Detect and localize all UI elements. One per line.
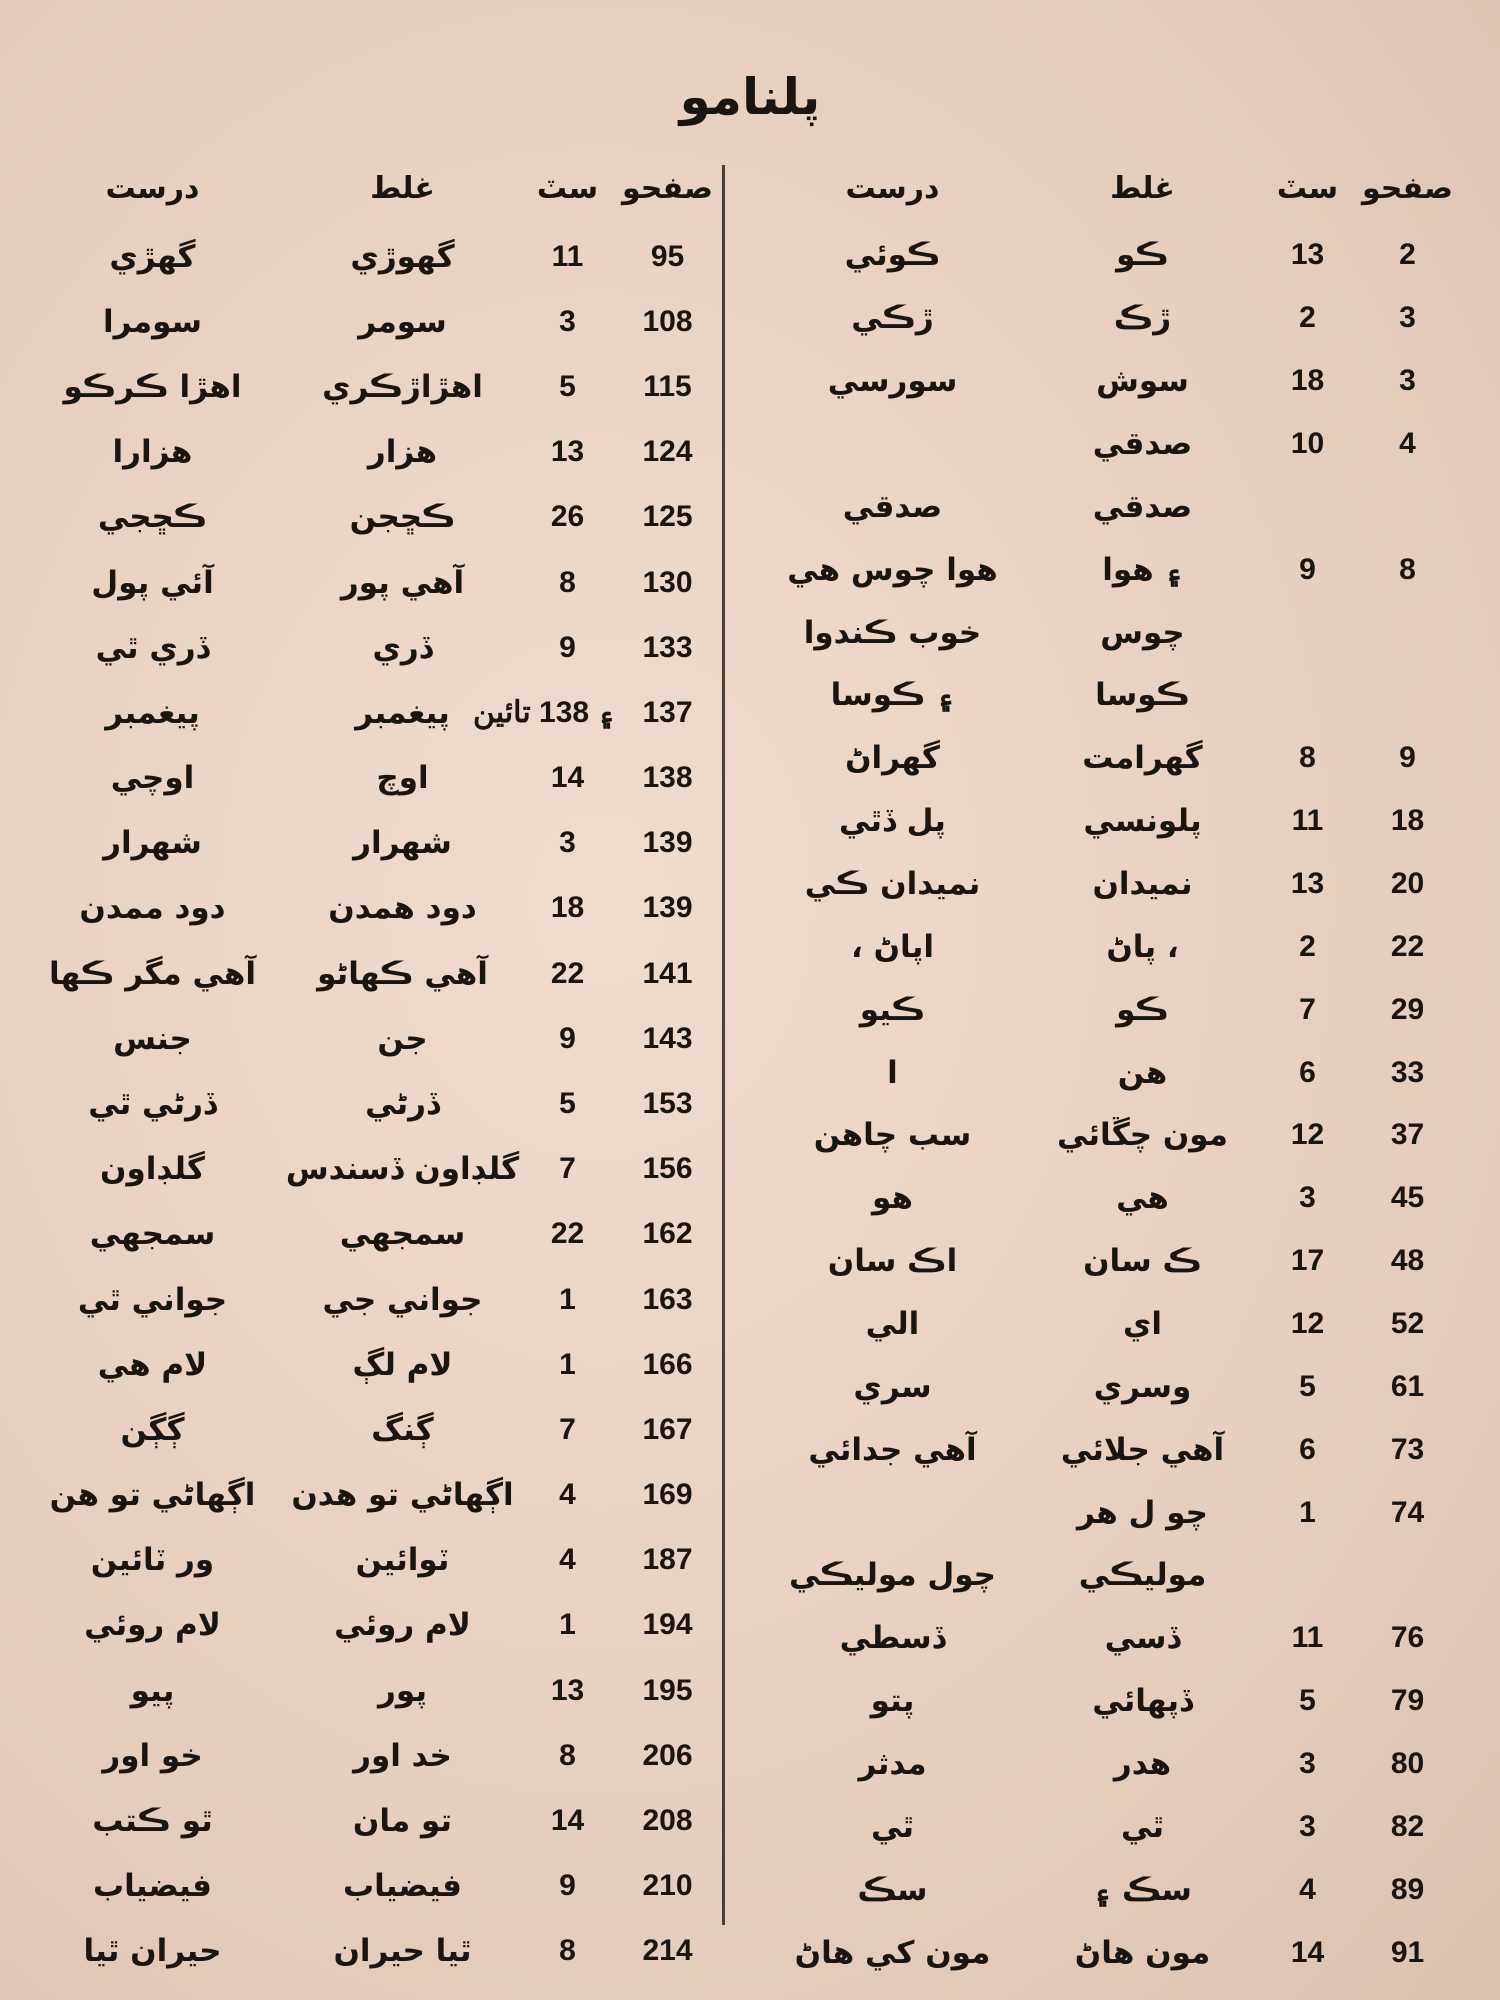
page-number: 79: [1390, 1684, 1425, 1718]
wrong-text: آهي جلائي: [1060, 1431, 1225, 1468]
wrong-text: ڪوسا: [1095, 677, 1190, 714]
wrong-text: ڪو: [1116, 991, 1169, 1028]
errata-row: [0, 1528, 720, 1593]
wrong-text: صدقي: [1092, 425, 1193, 462]
page-number: 138: [642, 761, 693, 795]
errata-row: [0, 1202, 720, 1267]
errata-row: [740, 1481, 1460, 1544]
line-number: 5: [1299, 1684, 1316, 1718]
wrong-text: هدر: [1113, 1745, 1172, 1782]
line-number: 9: [559, 1869, 576, 1903]
line-number: 4: [1299, 1872, 1316, 1906]
page-number: 89: [1390, 1872, 1425, 1906]
column-header: [0, 160, 720, 216]
line-number: 14: [1290, 1935, 1325, 1969]
correct-text: هو: [872, 1180, 913, 1217]
page-number: 9: [1399, 741, 1416, 775]
line-number: 18: [1290, 364, 1325, 398]
errata-row: [0, 224, 720, 289]
wrong-text: گهرامت: [1082, 740, 1203, 777]
correct-text: خوب ڪندوا: [803, 614, 982, 651]
wrong-text: مون هاڻ: [1074, 1934, 1211, 1971]
correct-text: هوا چوس هي: [787, 551, 998, 588]
correct-text: ۽ ڪوسا: [830, 677, 955, 714]
errata-row: [740, 1670, 1460, 1733]
errata-row: [0, 1332, 720, 1397]
line-number: 11: [1291, 1621, 1324, 1655]
correct-text: دود ممدن: [79, 890, 226, 927]
wrong-text: سڪ ۽: [1093, 1871, 1192, 1908]
line-number: 9: [559, 630, 576, 664]
line-number: 3: [1299, 1746, 1316, 1780]
correct-text: ڪوئي: [844, 237, 941, 274]
errata-row: [740, 1167, 1460, 1230]
column-divider: [722, 165, 725, 1925]
page-number: 29: [1390, 992, 1425, 1026]
errata-row: [0, 1137, 720, 1202]
line-number: 22: [550, 1217, 585, 1251]
page-number: 139: [642, 891, 693, 925]
errata-row: [740, 1418, 1460, 1481]
line-number: 4: [559, 1543, 576, 1577]
line-number: 12: [1290, 1306, 1325, 1340]
errata-row: [0, 1919, 720, 1984]
line-number: 8: [559, 1738, 576, 1772]
wrong-text: هن: [1117, 1054, 1168, 1091]
line-number: 8: [559, 1934, 576, 1968]
correct-text: ڏري ٿي: [95, 629, 210, 666]
correct-text: گهڙي: [109, 238, 196, 275]
correct-text: سورسي: [827, 363, 958, 400]
wrong-text: مون چڱائي: [1057, 1117, 1228, 1154]
page-number: 214: [642, 1934, 693, 1968]
wrong-text: چو ل هر: [1076, 1494, 1209, 1531]
wrong-text: موليڪي: [1078, 1557, 1207, 1594]
page-number: 141: [642, 956, 693, 990]
correct-text: اڳهاڻي تو هن: [49, 1477, 256, 1514]
errata-row: [0, 811, 720, 876]
correct-text: سومرا: [102, 303, 203, 340]
line-number: 3: [559, 826, 576, 860]
header-correct: درست: [105, 170, 200, 206]
errata-row: [0, 745, 720, 810]
correct-text: جواني ٿي: [77, 1281, 228, 1318]
correct-text: ا: [887, 1054, 898, 1091]
header-wrong: غلط: [370, 170, 435, 206]
line-number: 14: [550, 1804, 585, 1838]
correct-text: ڪڇجي: [97, 499, 208, 536]
errata-row: [0, 1723, 720, 1788]
page-number: 22: [1390, 929, 1425, 963]
page-number: 74: [1390, 1495, 1425, 1529]
page-number: 163: [642, 1282, 693, 1316]
page-number: 20: [1390, 866, 1425, 900]
wrong-text: لام لڳ: [352, 1346, 453, 1383]
page-number: 210: [642, 1869, 693, 1903]
correct-text: چول موليڪي: [788, 1557, 997, 1594]
line-number: ۽ 138 تائين: [472, 696, 615, 730]
page-number: 208: [642, 1804, 693, 1838]
correct-text: اپاڻ ،: [851, 928, 934, 965]
wrong-text: ۽ هوا: [1102, 551, 1183, 588]
correct-text: ڪيو: [859, 991, 926, 1028]
line-number: 13: [550, 1673, 585, 1707]
wrong-text: سمجهي: [339, 1216, 466, 1253]
line-number: 12: [1290, 1118, 1325, 1152]
correct-text: هزارا: [112, 434, 193, 471]
correct-text: ڳڳن: [120, 1411, 185, 1448]
correct-text: حيران ٿيا: [83, 1933, 222, 1970]
line-number: 3: [1299, 1809, 1316, 1843]
wrong-text: اي: [1122, 1305, 1163, 1342]
errata-row: [740, 350, 1460, 413]
correct-text: آهي جدائي: [808, 1431, 977, 1468]
errata-row: [0, 680, 720, 745]
page-number: 137: [642, 695, 693, 729]
correct-text: گهراڻ: [845, 740, 940, 777]
errata-row: [740, 915, 1460, 978]
page-number: 194: [642, 1608, 693, 1642]
wrong-text: ڳنگ: [371, 1411, 434, 1448]
wrong-text: دود همدن: [328, 890, 477, 927]
errata-row: [740, 1544, 1460, 1607]
errata-column-left: [0, 160, 720, 1970]
line-number: 2: [1299, 929, 1316, 963]
wrong-text: جواني جي: [322, 1281, 483, 1318]
page-number: 37: [1390, 1118, 1425, 1152]
wrong-text: آهي پور: [340, 564, 465, 601]
errata-row: [740, 601, 1460, 664]
errata-row: [740, 790, 1460, 853]
line-number: 5: [1299, 1369, 1316, 1403]
errata-row: [0, 289, 720, 354]
page-number: 45: [1390, 1181, 1425, 1215]
page-number: 162: [642, 1217, 693, 1251]
errata-row: [740, 287, 1460, 350]
errata-row: [740, 1104, 1460, 1167]
errata-row: [740, 1607, 1460, 1670]
line-number: 14: [550, 761, 585, 795]
errata-row: [740, 727, 1460, 790]
correct-text: ڙڪي: [851, 300, 934, 337]
wrong-text: گلڊاون ڏسندس: [285, 1151, 520, 1188]
errata-row: [0, 1854, 720, 1919]
page-number: 4: [1399, 426, 1416, 460]
correct-text: سب چاهن: [813, 1117, 972, 1154]
line-number: 7: [559, 1412, 576, 1446]
errata-row: [0, 1397, 720, 1462]
line-number: 11: [1291, 804, 1324, 838]
line-number: 6: [1299, 1055, 1316, 1089]
correct-text: پيو: [130, 1672, 175, 1709]
line-number: 1: [559, 1347, 576, 1381]
errata-row: [740, 413, 1460, 476]
line-number: 13: [1290, 238, 1325, 272]
wrong-text: وسري: [1093, 1368, 1192, 1405]
correct-text: فيضياب: [93, 1868, 212, 1905]
errata-row: [740, 853, 1460, 916]
page-number: 3: [1399, 364, 1416, 398]
page-number: 153: [642, 1086, 693, 1120]
errata-row: [740, 1733, 1460, 1796]
page-number: 133: [642, 630, 693, 664]
errata-row: [0, 1463, 720, 1528]
correct-text: ڏرڻي ٿي: [88, 1085, 217, 1122]
errata-row: [740, 475, 1460, 538]
wrong-text: لام روئي: [334, 1607, 471, 1644]
page-number: 76: [1390, 1621, 1425, 1655]
wrong-text: ڏرڻي: [365, 1085, 440, 1122]
correct-text: ڏسطي: [839, 1620, 946, 1657]
errata-row: [740, 1355, 1460, 1418]
page-number: 18: [1390, 804, 1425, 838]
errata-row: [0, 615, 720, 680]
line-number: 26: [550, 500, 585, 534]
line-number: 10: [1290, 426, 1325, 460]
page-number: 82: [1390, 1809, 1425, 1843]
wrong-text: اهڙاڙڪري: [322, 368, 483, 405]
correct-text: اهڙا ڪرڪو: [63, 368, 242, 405]
wrong-text: ڙڪ: [1113, 300, 1172, 337]
wrong-text: ، پاڻ: [1106, 928, 1179, 965]
page-number: 80: [1390, 1746, 1425, 1780]
wrong-text: خد اور: [353, 1737, 452, 1774]
line-number: 2: [1299, 301, 1316, 335]
line-number: 1: [559, 1282, 576, 1316]
wrong-text: هزار: [367, 434, 438, 471]
page-number: 48: [1390, 1244, 1425, 1278]
page-number: 125: [642, 500, 693, 534]
page-number: 95: [650, 239, 685, 273]
correct-text: سمجهي: [89, 1216, 216, 1253]
line-number: 5: [559, 1086, 576, 1120]
page-number: 73: [1390, 1432, 1425, 1466]
correct-text: پل ڏٿي: [839, 803, 946, 840]
line-number: 3: [559, 304, 576, 338]
errata-row: [740, 978, 1460, 1041]
wrong-text: نميدان: [1092, 865, 1193, 902]
line-number: 1: [559, 1608, 576, 1642]
correct-text: ٿو ڪتب: [92, 1803, 213, 1840]
wrong-text: شهرار: [353, 825, 452, 862]
header-line: سٽ: [1276, 170, 1339, 206]
page-number: 3: [1399, 301, 1416, 335]
line-number: 7: [559, 1152, 576, 1186]
line-number: 22: [550, 956, 585, 990]
page-number: 52: [1390, 1306, 1425, 1340]
line-number: 8: [1299, 741, 1316, 775]
line-number: 13: [550, 435, 585, 469]
wrong-text: پيغمبر: [355, 694, 450, 731]
correct-text: الي: [865, 1305, 920, 1342]
wrong-text: پلونسي: [1083, 803, 1202, 840]
page-number: 195: [642, 1673, 693, 1707]
wrong-text: جن: [377, 1020, 428, 1057]
errata-row: [0, 876, 720, 941]
errata-row: [0, 941, 720, 1006]
wrong-text: ٿي: [1120, 1808, 1164, 1845]
page-number: 8: [1399, 552, 1416, 586]
wrong-text: هي: [1116, 1180, 1169, 1217]
correct-text: ٿي: [870, 1808, 914, 1845]
line-number: 5: [559, 369, 576, 403]
wrong-text: آهي ڪهاڻو: [317, 955, 488, 992]
correct-text: اوچي: [110, 760, 195, 797]
errata-row: [740, 1921, 1460, 1984]
wrong-text: ٽوائين: [355, 1542, 450, 1579]
correct-text: آئي پول: [91, 564, 214, 601]
correct-text: لام روئي: [84, 1607, 221, 1644]
errata-row: [740, 1858, 1460, 1921]
page-number: 61: [1390, 1369, 1425, 1403]
wrong-text: ڏسي: [1104, 1620, 1181, 1657]
wrong-text: ڪ سان: [1083, 1243, 1202, 1280]
correct-text: مون کي هاڻ: [794, 1934, 991, 1971]
line-number: 7: [1299, 992, 1316, 1026]
page-number: 124: [642, 435, 693, 469]
page-number: 2: [1399, 238, 1416, 272]
wrong-text: سوش: [1096, 363, 1189, 400]
correct-text: آهي مگر ڪها: [49, 955, 256, 992]
page-number: 108: [642, 304, 693, 338]
line-number: 9: [559, 1021, 576, 1055]
correct-text: پتو: [870, 1683, 915, 1720]
errata-row: [0, 485, 720, 550]
errata-row: [0, 354, 720, 419]
line-number: 8: [559, 565, 576, 599]
errata-row: [740, 224, 1460, 287]
page-title: پلنامو: [679, 68, 821, 126]
correct-text: شهرار: [103, 825, 202, 862]
line-number: 6: [1299, 1432, 1316, 1466]
correct-text: مدثر: [858, 1745, 927, 1782]
errata-row: [0, 550, 720, 615]
wrong-text: ڏپهائي: [1092, 1683, 1193, 1720]
page-number: 187: [642, 1543, 693, 1577]
line-number: 18: [550, 891, 585, 925]
wrong-text: پور: [378, 1672, 427, 1709]
page-number: 130: [642, 565, 693, 599]
wrong-text: صدقي: [1092, 488, 1193, 525]
page-number: 167: [642, 1412, 693, 1446]
page-number: 33: [1390, 1055, 1425, 1089]
correct-text: ور ٽائين: [90, 1542, 215, 1579]
wrong-text: ڏري: [372, 629, 433, 666]
line-number: 3: [1299, 1181, 1316, 1215]
errata-row: [0, 420, 720, 485]
errata-row: [0, 1658, 720, 1723]
errata-row: [0, 1071, 720, 1136]
errata-row: [0, 1006, 720, 1071]
correct-text: جنس: [113, 1020, 192, 1057]
errata-row: [740, 1230, 1460, 1293]
wrong-text: ڪڇجن: [349, 499, 456, 536]
correct-text: پيغمبر: [105, 694, 200, 731]
correct-text: لام هي: [97, 1346, 208, 1383]
correct-text: سڪ: [857, 1871, 928, 1908]
line-number: 17: [1290, 1244, 1325, 1278]
errata-row: [0, 1593, 720, 1658]
column-header: [740, 160, 1460, 216]
wrong-text: فيضياب: [343, 1868, 462, 1905]
errata-column-right: [740, 160, 1460, 1971]
line-number: 4: [559, 1478, 576, 1512]
wrong-text: اڳهاڻي تو هدن: [291, 1477, 514, 1514]
line-number: 1: [1299, 1495, 1316, 1529]
page-number: 91: [1390, 1935, 1425, 1969]
line-number: 9: [1299, 552, 1316, 586]
page-number: 115: [643, 369, 692, 403]
errata-row: [740, 1293, 1460, 1356]
correct-text: نميدان ڪي: [804, 865, 981, 902]
header-wrong: غلط: [1110, 170, 1175, 206]
correct-text: اڪ سان: [827, 1243, 958, 1280]
page-number: 156: [642, 1152, 693, 1186]
correct-text: خو اور: [102, 1737, 203, 1774]
page-number: 139: [642, 826, 693, 860]
page-number: 169: [642, 1478, 693, 1512]
wrong-text: چوس: [1100, 614, 1185, 651]
wrong-text: تو مان: [352, 1803, 453, 1840]
header-page: صفحو: [1361, 170, 1453, 206]
errata-row: [740, 664, 1460, 727]
errata-row: [0, 1788, 720, 1853]
wrong-text: ڪو: [1116, 237, 1169, 274]
wrong-text: گهوڙي: [350, 238, 455, 275]
header-correct: درست: [845, 170, 940, 206]
wrong-text: اوچ: [376, 760, 429, 797]
page-number: 166: [642, 1347, 693, 1381]
errata-row: [0, 1267, 720, 1332]
page-number: 143: [642, 1021, 693, 1055]
header-line: سٽ: [536, 170, 599, 206]
errata-row: [740, 1795, 1460, 1858]
header-page: صفحو: [621, 170, 713, 206]
line-number: 13: [1290, 866, 1325, 900]
wrong-text: ٿيا حيران: [333, 1933, 472, 1970]
correct-text: صدقي: [842, 488, 943, 525]
wrong-text: سومر: [358, 303, 447, 340]
page-number: 206: [642, 1738, 693, 1772]
correct-text: گلڊاون: [100, 1151, 205, 1188]
errata-row: [740, 538, 1460, 601]
line-number: 11: [551, 239, 584, 273]
correct-text: سري: [853, 1368, 932, 1405]
errata-row: [740, 1041, 1460, 1104]
